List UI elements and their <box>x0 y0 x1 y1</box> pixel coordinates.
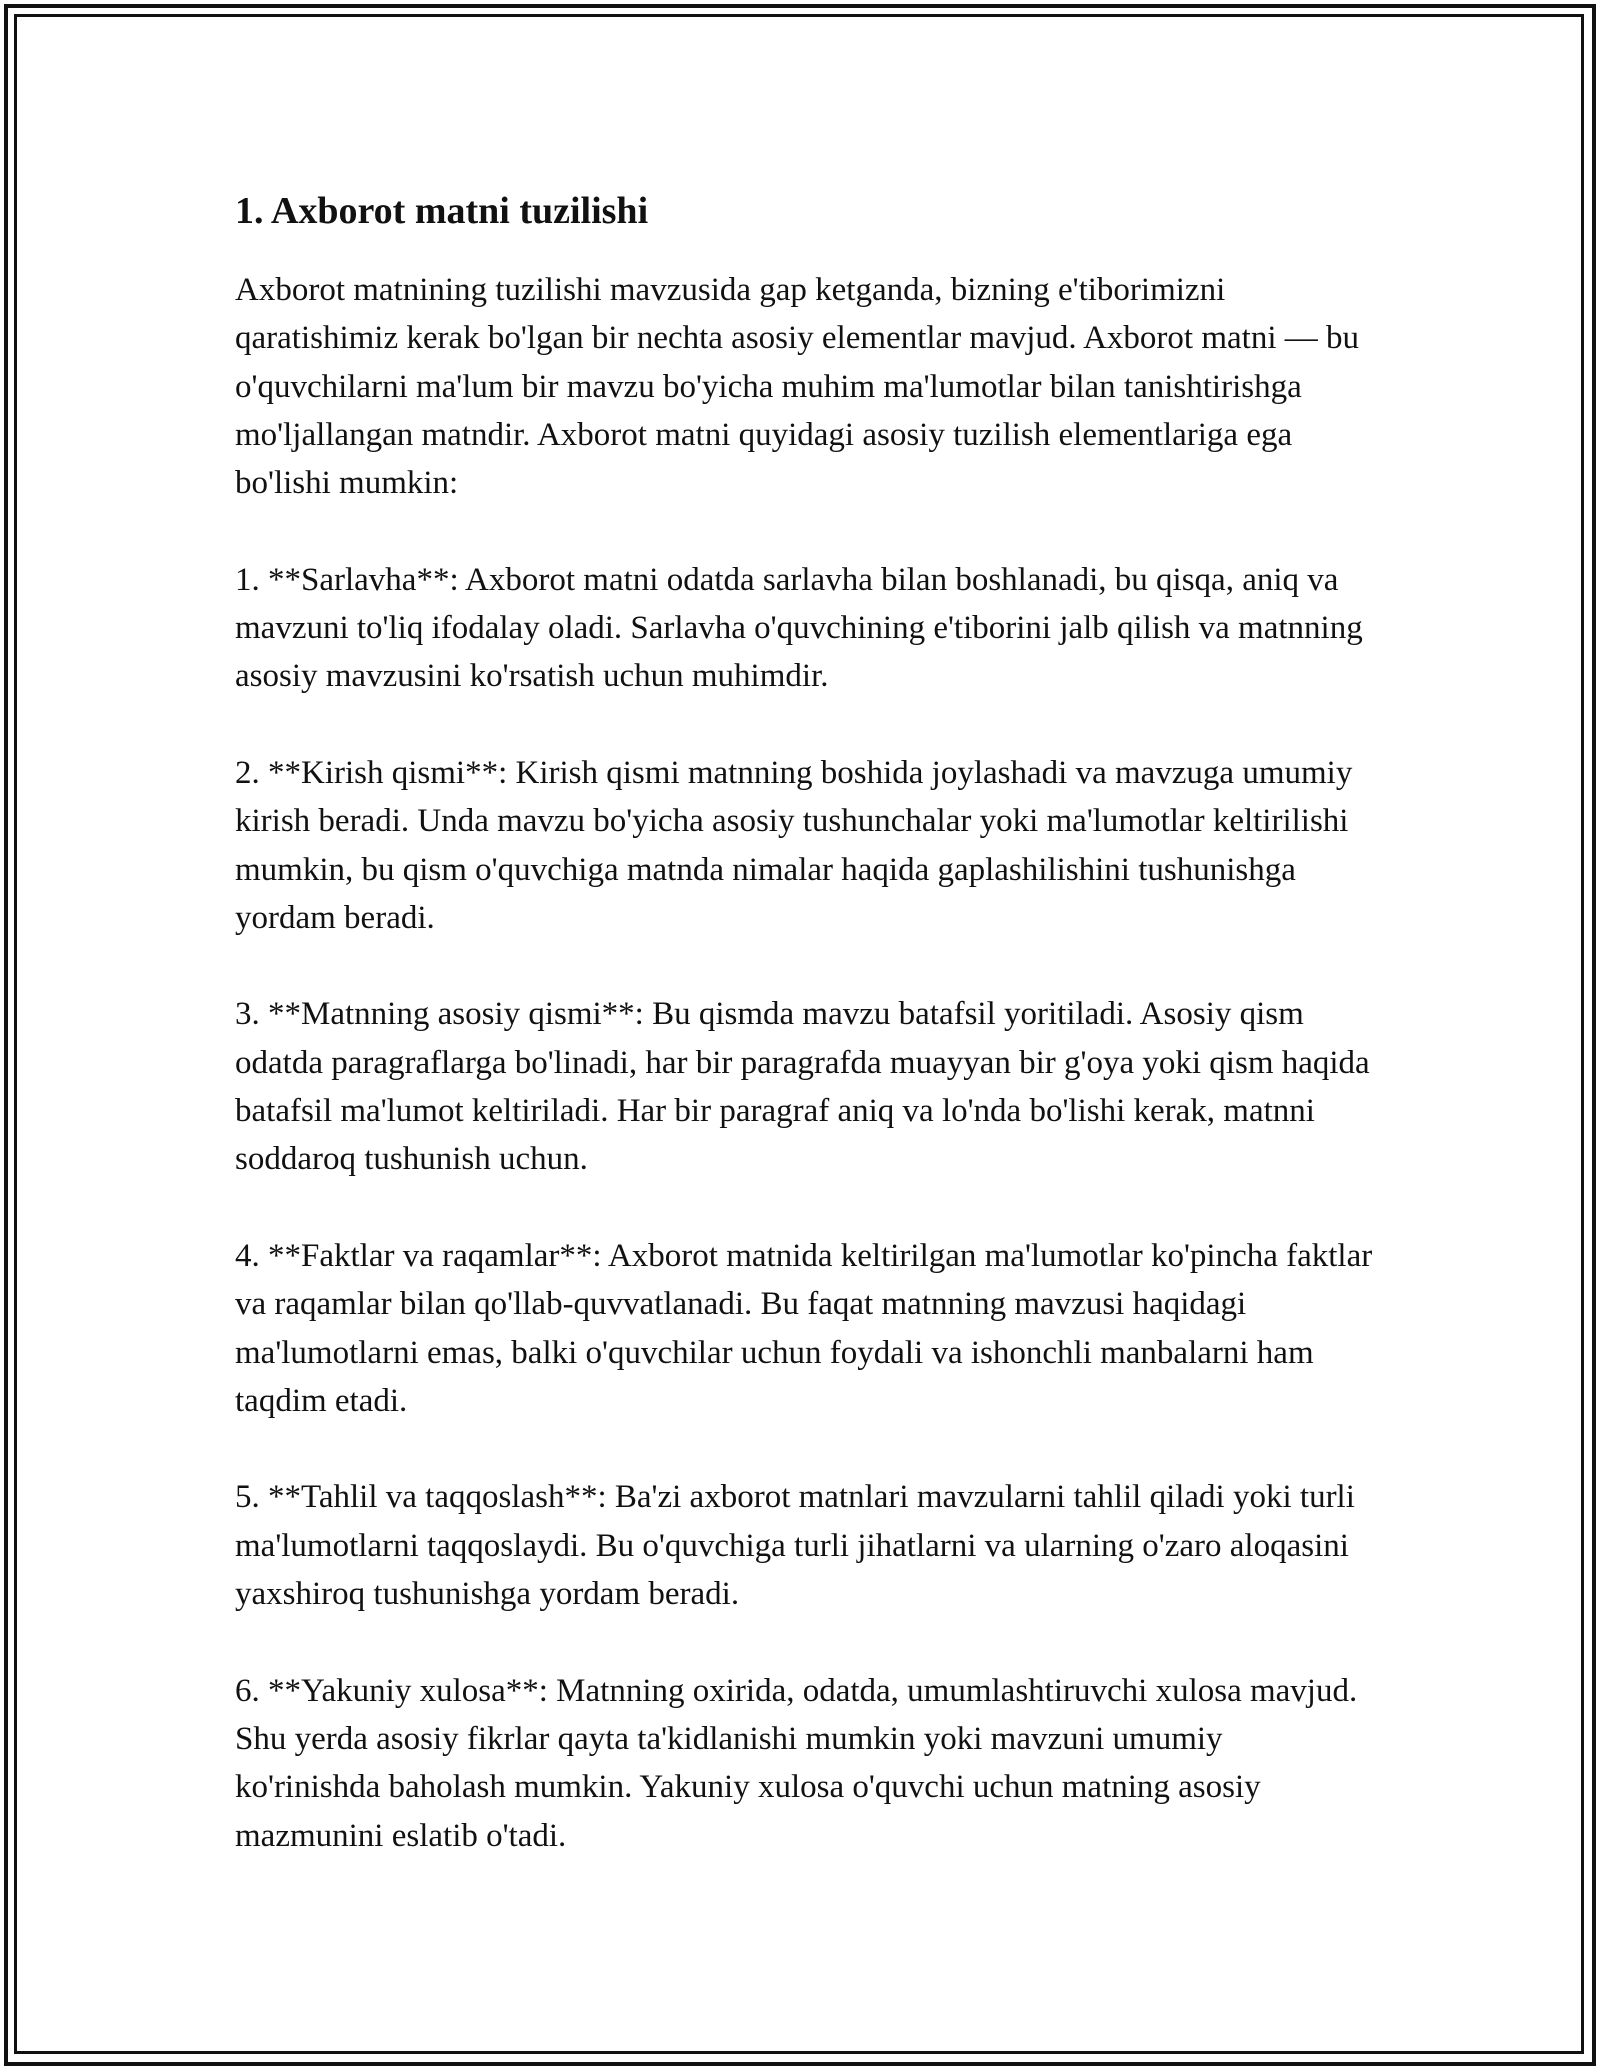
paragraph-asosiy-qism: 3. **Matnning asosiy qismi**: Bu qismda mavzu batafsil yoritiladi. Asosiy qism odatda paragraflarga bo'linadi, har bir paragrafda muayyan bir g'oya yoki qism haqida batafsil ma'lumot keltiriladi. Har bir paragraf aniq va lo'nda bo'lishi kerak, matnni soddaroq tushunish uchun. <box>235 996 1370 1178</box>
paragraph-sarlavha: 1. **Sarlavha**: Axborot matni odatda sarlavha bilan boshlanadi, bu qisqa, aniq va mavzuni to'liq ifodalay oladi. Sarlavha o'quvchining e'tiborini jalb qilish va matnning asosiy mavzusini ko'rsatish uchun muhimdir. <box>235 561 1363 695</box>
paragraph-yakuniy-xulosa: 6. **Yakuniy xulosa**: Matnning oxirida, odatda, umumlashtiruvchi xulosa mavjud. Shu yerda asosiy fikrlar qayta ta'kidlanishi mumkin yoki mavzuni umumiy ko'rinishda baholash mumkin. Yakuniy xulosa o'quvchi uchun matning asosiy mazmunini eslatib o'tadi. <box>235 1672 1358 1854</box>
document-title: 1. Axborot matni tuzilishi <box>235 190 649 232</box>
paragraph-kirish-qismi: 2. **Kirish qismi**: Kirish qismi matnning boshida joylashadi va mavzuga umumiy kirish beradi. Unda mavzu bo'yicha asosiy tushunchalar yoki ma'lumotlar keltirilishi mumkin, bu qism o'quvchiga matnda nimalar haqida gaplashilishini tushunishga yordam beradi. <box>235 754 1353 936</box>
intro-paragraph: Axborot matnining tuzilishi mavzusida gap ketganda, bizning e'tiborimizni qaratishimiz kerak bo'lgan bir nechta asosiy elementlar mavjud. Axborot matni — bu o'quvchilarni ma'lum bir mavzu bo'yicha muhim ma'lumotlar bilan tanishtirishga mo'ljallangan matndir. Axborot matni quyidagi asosiy tuzilish elementlariga ega bo'lishi mumkin: <box>235 272 1359 502</box>
paragraph-tahlil-taqqoslash: 5. **Tahlil va taqqoslash**: Ba'zi axborot matnlari mavzularni tahlil qiladi yoki turli ma'lumotlarni taqqoslaydi. Bu o'quvchiga turli jihatlarni va ularning o'zaro aloqasini yaxshiroq tushunishga yordam beradi. <box>235 1479 1355 1613</box>
document-body <box>235 186 1375 1908</box>
paragraph-faktlar-raqamlar: 4. **Faktlar va raqamlar**: Axborot matnida keltirilgan ma'lumotlar ko'pincha faktlar va raqamlar bilan qo'llab-quvvatlanadi. Bu faqat matnning mavzusi haqidagi ma'lumotlarni emas, balki o'quvchilar uchun foydali va ishonchli manbalarni ham taqdim etadi. <box>235 1237 1373 1419</box>
